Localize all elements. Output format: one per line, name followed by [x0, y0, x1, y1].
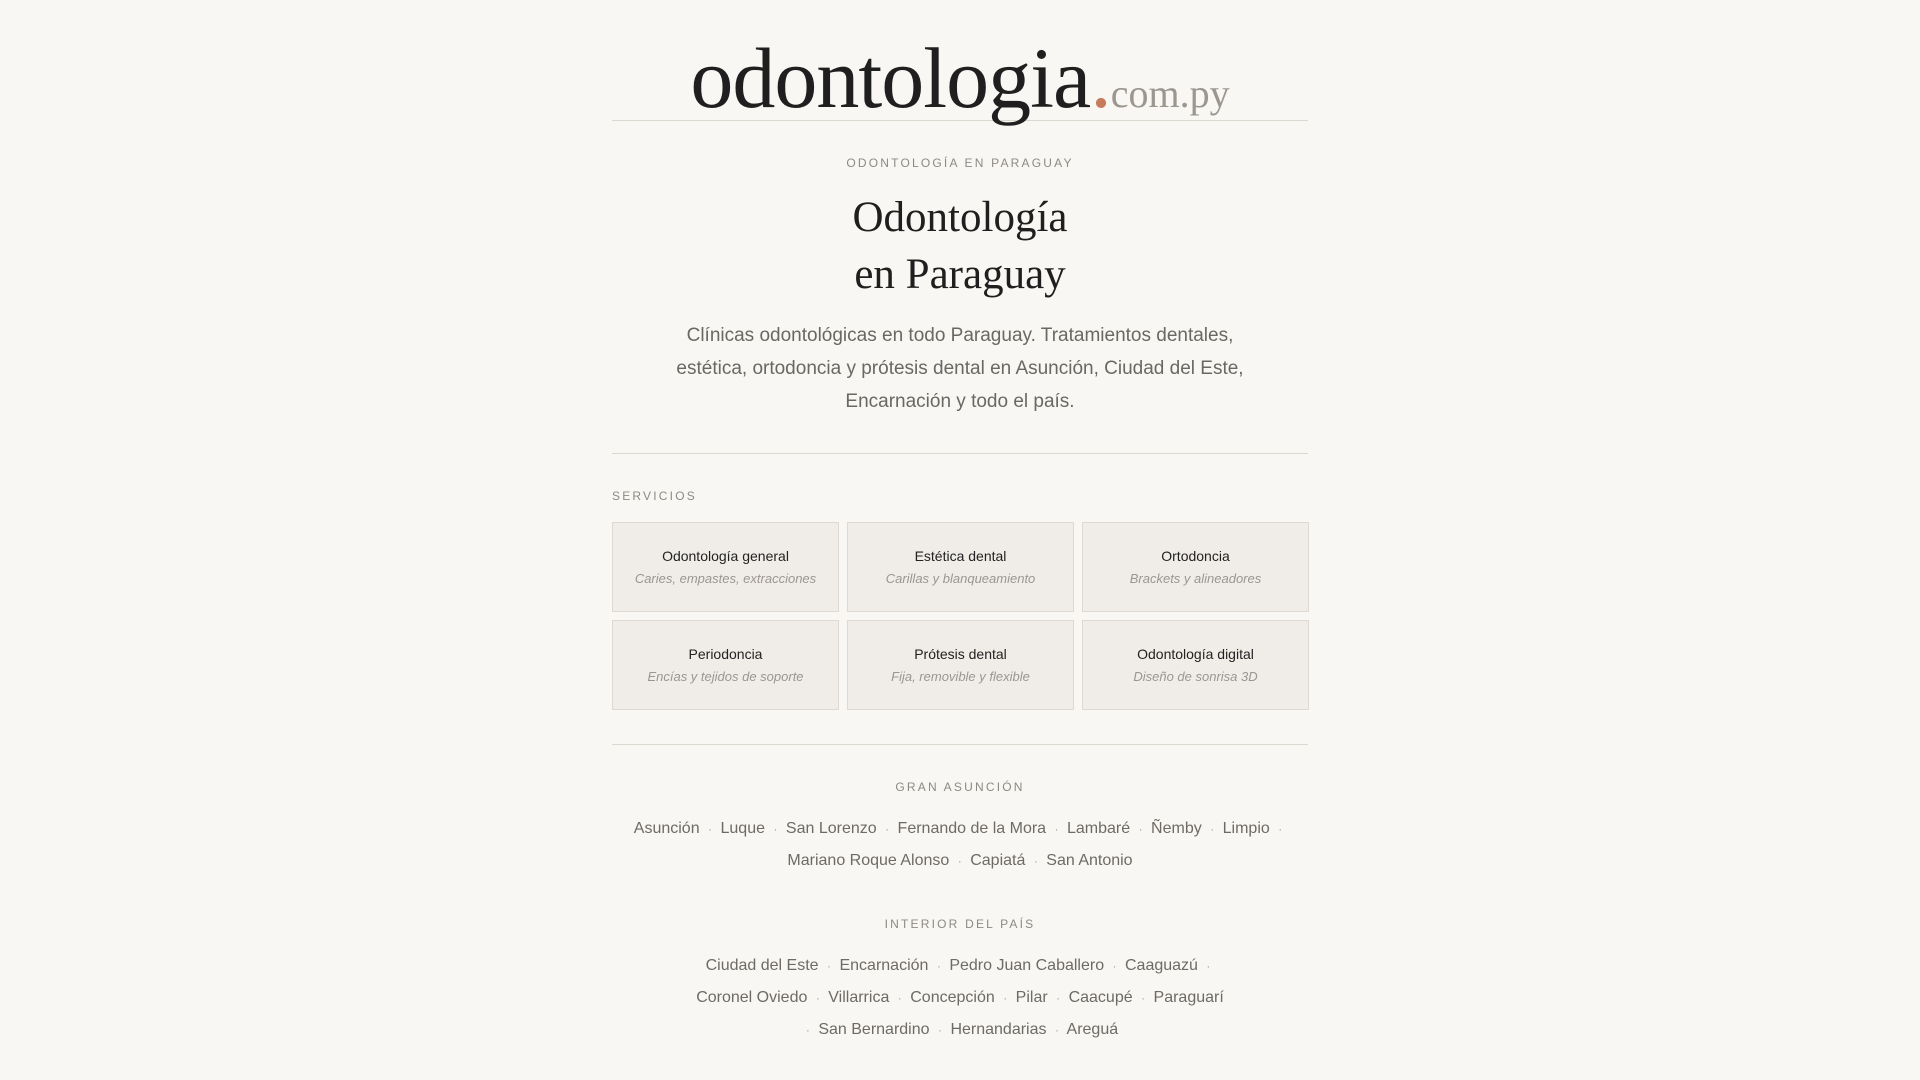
city-link[interactable]: Lambaré — [1066, 820, 1131, 837]
separator-dot: · — [708, 822, 713, 836]
services-grid — [612, 522, 1308, 710]
service-card-periodoncia[interactable] — [612, 620, 839, 710]
city-link[interactable]: Paraguarí — [1153, 989, 1224, 1006]
city-link[interactable]: Fernando de la Mora — [897, 820, 1047, 837]
separator-dot: · — [815, 991, 820, 1005]
title-line-1: Odontología — [852, 194, 1068, 241]
logo-tld: com.py — [1110, 71, 1230, 116]
separator-dot: · — [1033, 854, 1038, 868]
title-line-2: en Paraguay — [854, 251, 1066, 298]
city-link[interactable]: Luque — [720, 820, 765, 837]
site-logo[interactable] — [612, 0, 1308, 126]
separator-dot: · — [1054, 822, 1059, 836]
city-link[interactable]: San Lorenzo — [785, 820, 877, 837]
separator-dot: · — [897, 991, 902, 1005]
city-link[interactable]: Encarnación — [839, 957, 929, 974]
city-link[interactable]: Ñemby — [1151, 820, 1202, 837]
service-subtitle: Diseño de sonrisa 3D — [1133, 669, 1258, 684]
service-card-ortodoncia[interactable] — [1082, 522, 1309, 612]
city-link[interactable]: Caaguazú — [1125, 957, 1198, 974]
service-card-estetica-dental[interactable] — [847, 522, 1074, 612]
city-link[interactable]: San Bernardino — [818, 1021, 930, 1038]
separator-dot: · — [1056, 991, 1061, 1005]
service-title: Estética dental — [914, 548, 1007, 564]
service-subtitle: Fija, removible y flexible — [891, 669, 1030, 684]
logo-name: odontologia — [690, 30, 1091, 126]
interior-city-list — [690, 950, 1230, 1046]
logo-dot: . — [1090, 30, 1111, 126]
city-link[interactable]: Villarrica — [828, 989, 890, 1006]
service-title: Periodoncia — [688, 646, 763, 662]
page-title — [612, 189, 1308, 303]
city-link[interactable]: Areguá — [1066, 1021, 1119, 1038]
service-card-protesis-dental[interactable] — [847, 620, 1074, 710]
service-subtitle: Caries, empastes, extracciones — [634, 571, 817, 586]
separator-dot: · — [1206, 959, 1211, 973]
page-container — [612, 0, 1308, 1046]
separator-dot: · — [1054, 1023, 1059, 1037]
city-link[interactable]: Coronel Oviedo — [696, 989, 808, 1006]
service-title: Prótesis dental — [914, 646, 1007, 662]
separator-dot: · — [773, 822, 778, 836]
separator-dot: · — [1141, 991, 1146, 1005]
city-link[interactable]: Ciudad del Este — [705, 957, 819, 974]
city-link[interactable]: Capiatá — [970, 852, 1026, 869]
city-link[interactable]: Asunción — [633, 820, 700, 837]
interior-heading: INTERIOR DEL PAÍS — [884, 917, 1036, 931]
city-link[interactable]: Concepción — [910, 989, 995, 1006]
city-link[interactable]: Pilar — [1015, 989, 1048, 1006]
separator-dot: · — [1210, 822, 1215, 836]
services-heading: SERVICIOS — [612, 489, 697, 503]
service-subtitle: Encías y tejidos de soporte — [647, 669, 804, 684]
hero-description: Clínicas odontológicas en todo Paraguay. Tratamientos dentales, estética, ortodoncia y prótesis dental en Asunción, Ciudad del Este, Encarnación y todo el país. — [676, 325, 1244, 412]
separator-dot: · — [1112, 959, 1117, 973]
separator-dot: · — [1003, 991, 1008, 1005]
separator-dot: · — [1138, 822, 1143, 836]
city-link[interactable]: Hernandarias — [950, 1021, 1047, 1038]
divider — [612, 744, 1308, 745]
gran-asuncion-heading: GRAN ASUNCIÓN — [895, 780, 1025, 794]
separator-dot: · — [885, 822, 890, 836]
service-title: Ortodoncia — [1161, 548, 1230, 564]
hero-eyebrow: ODONTOLOGÍA EN PARAGUAY — [846, 156, 1074, 170]
gran-asuncion-city-list — [612, 813, 1308, 877]
separator-dot: · — [937, 1023, 942, 1037]
service-subtitle: Brackets y alineadores — [1129, 571, 1262, 586]
service-card-odontologia-digital[interactable] — [1082, 620, 1309, 710]
divider — [612, 453, 1308, 454]
service-card-odontologia-general[interactable] — [612, 522, 839, 612]
separator-dot: · — [936, 959, 941, 973]
city-link[interactable]: Pedro Juan Caballero — [949, 957, 1105, 974]
separator-dot: · — [805, 1023, 810, 1037]
service-subtitle: Carillas y blanqueamiento — [885, 571, 1036, 586]
city-link[interactable]: Caacupé — [1068, 989, 1133, 1006]
city-link[interactable]: San Antonio — [1046, 852, 1133, 869]
service-title: Odontología digital — [1137, 646, 1254, 662]
separator-dot: · — [827, 959, 832, 973]
service-title: Odontología general — [662, 548, 789, 564]
city-link[interactable]: Limpio — [1222, 820, 1270, 837]
separator-dot: · — [957, 854, 962, 868]
separator-dot: · — [1278, 822, 1283, 836]
city-link[interactable]: Mariano Roque Alonso — [787, 852, 950, 869]
